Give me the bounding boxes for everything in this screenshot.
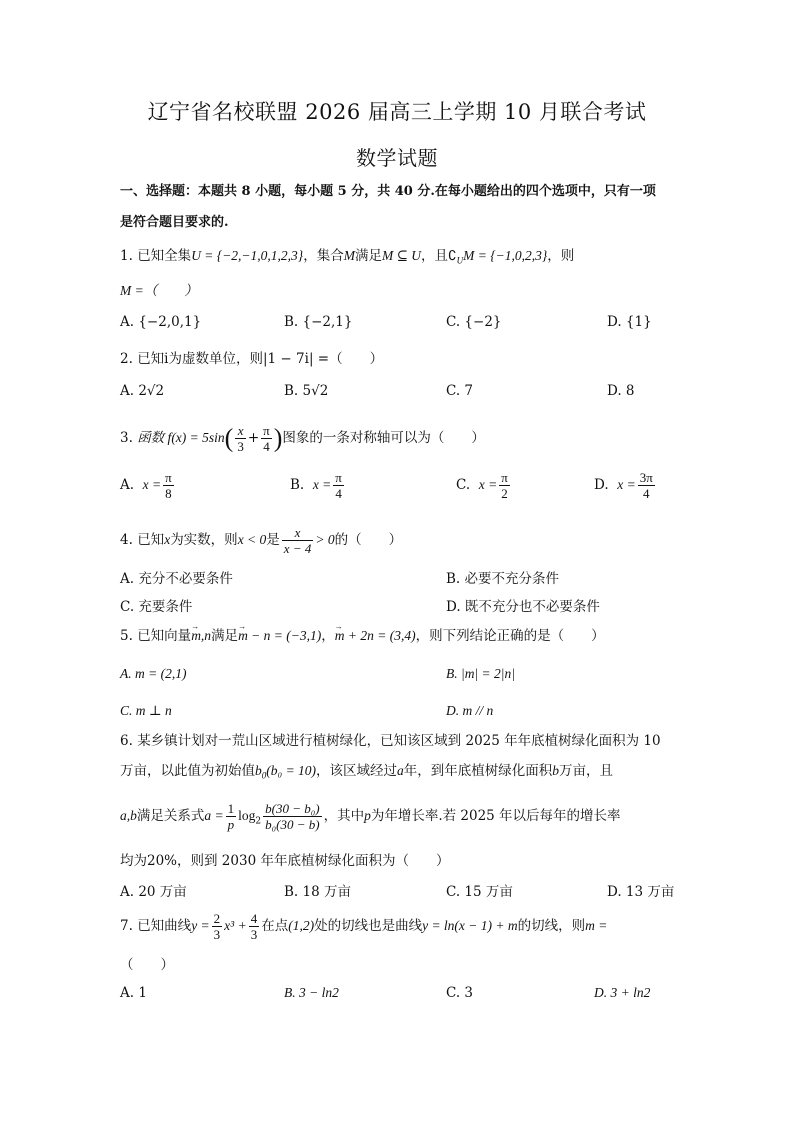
question-2-option-b[interactable]: B. 5√2 [284,383,329,399]
question-1-stem: 1. 已知全集U = {−2,−1,0,1,2,3}，集合M满足M ⊆ U，且$∁_UM = \{-1,0,2,3\}$，则 [120,248,575,266]
question-1-option-a[interactable]: A. {−2,0,1} [120,314,202,330]
question-6-stem-line2: 万亩，以此值为初始值$b_0(b_0 = 10)$，该区域经过a年，到年底植树绿化面积b万亩，且 [120,763,614,781]
section-heading-line2: 是符合题目要求的. [120,215,229,230]
question-5-option-a[interactable]: A. m = (2,1) [120,666,187,681]
question-6-stem-line1: 6. 某乡镇计划对一荒山区域进行植树绿化，已知该区域到 2025 年年底植树绿化面积为 10 [120,733,661,749]
question-7-fraction-1: $\frac{2}{3}$ [213,911,221,942]
question-6-fraction-2: $\frac{\text{b(30 − b₀)}}{\text{b₀(30 − b)}}$ [265,801,320,832]
question-6-option-a[interactable]: A. 20 万亩 [120,884,187,900]
question-5-stem: 5. 已知向量→ m,n满足→ m − n = (−3,1)，→ m + 2n = (3,4)，则下列结论正确的是（ ） [120,626,680,646]
question-4-option-b[interactable]: B. 必要不充分条件 [446,571,560,587]
question-1-option-d[interactable]: D. {1} [607,314,652,330]
question-2-option-c[interactable]: C. 7 [446,383,474,399]
question-2-option-a[interactable]: A. 2√2 [120,383,165,399]
question-7-option-b[interactable]: B. 3 − ln2 [284,985,339,1000]
question-1-stem-line2: M =（ ） [120,283,198,298]
question-2-option-d[interactable]: D. 8 [607,383,635,399]
question-1-option-c[interactable]: C. {−2} [446,314,502,330]
question-6-option-b[interactable]: B. 18 万亩 [284,884,351,900]
question-5-option-c[interactable]: C. m ⊥ n [120,703,172,718]
question-7-stem-line2: （ ） [120,957,174,973]
question-2-stem: 2. 已知i为虚数单位，则|1 − 7i| =（ ） [120,351,384,367]
question-7-option-a[interactable]: A. 1 [120,985,147,1001]
question-3-option-b[interactable]: B. x = $\frac{\pi}{4}$ [290,470,342,501]
question-3-option-a[interactable]: A. x = $\frac{\pi}{8}$ [120,470,172,501]
question-7-option-d[interactable]: D. 3 + ln2 [594,985,651,1000]
question-3-option-c[interactable]: C. x = $\frac{\pi}{2}$ [456,470,508,501]
question-6-stem-line3: a,b满足关系式a = $\frac{1}{p}$ $\log_2$ $\frac{\text{b(30 − b₀)}}{\text{b₀(30 − b)}}$ ，其中p为年增长率.若 2025 年以后每年的增长率 [120,801,621,832]
question-6-stem-line4: 均为20%，则到 2030 年年底植树绿化面积为（ ） [120,853,450,869]
question-4-option-a[interactable]: A. 充分不必要条件 [120,571,233,587]
section-heading-line1: 一、选择题：本题共 8 小题，每小题 5 分，共 40 分.在每小题给出的四个选项中，只有一项 [120,184,656,199]
question-4-option-d[interactable]: D. 既不充分也不必要条件 [446,599,600,615]
question-1-option-b[interactable]: B. {−2,1} [284,314,353,330]
question-7-fraction-2: $\frac{4}{3}$ [250,911,258,942]
exam-subtitle: 数学试题 [356,146,438,170]
question-6-fraction-1: $\frac{1}{p}$ [227,801,235,832]
question-3-stem: 3. 函数 f(x) = 5sin( $\frac{x}{3}$ + $\frac{\pi}{4}$ )图象的一条对称轴可以为（ ） [120,423,485,454]
question-6-option-d[interactable]: D. 13 万亩 [607,884,675,900]
question-3-fraction-pi: $\frac{\pi}{4}$ [263,423,270,454]
exam-title: 辽宁省名校联盟 2026 届高三上学期 10 月联合考试 [147,100,647,124]
question-3-fraction-x: $\frac{x}{3}$ [237,423,244,454]
question-7-option-c[interactable]: C. 3 [446,985,474,1001]
question-7-stem: 7. 已知曲线y = $\frac{2}{3}$ x³ + $\frac{4}{3}$ 在点(1,2)处的切线也是曲线y = ln(x − 1) + m的切线，则m = [120,911,608,942]
question-5-option-d[interactable]: D. m // n [446,703,494,718]
question-4-option-c[interactable]: C. 充要条件 [120,599,193,615]
question-4-stem: 4. 已知x为实数，则x < 0是 $\frac{x}{x - 4}$ > 0的（ ） [120,525,403,556]
question-5-option-b[interactable]: B. |m| = 2|n| [446,666,515,681]
question-6-option-c[interactable]: C. 15 万亩 [446,884,513,900]
question-4-fraction: $\frac{x}{x - 4}$ [283,525,312,556]
question-3-option-d[interactable]: D. x = $\frac{3\pi}{4}$ [594,470,653,501]
